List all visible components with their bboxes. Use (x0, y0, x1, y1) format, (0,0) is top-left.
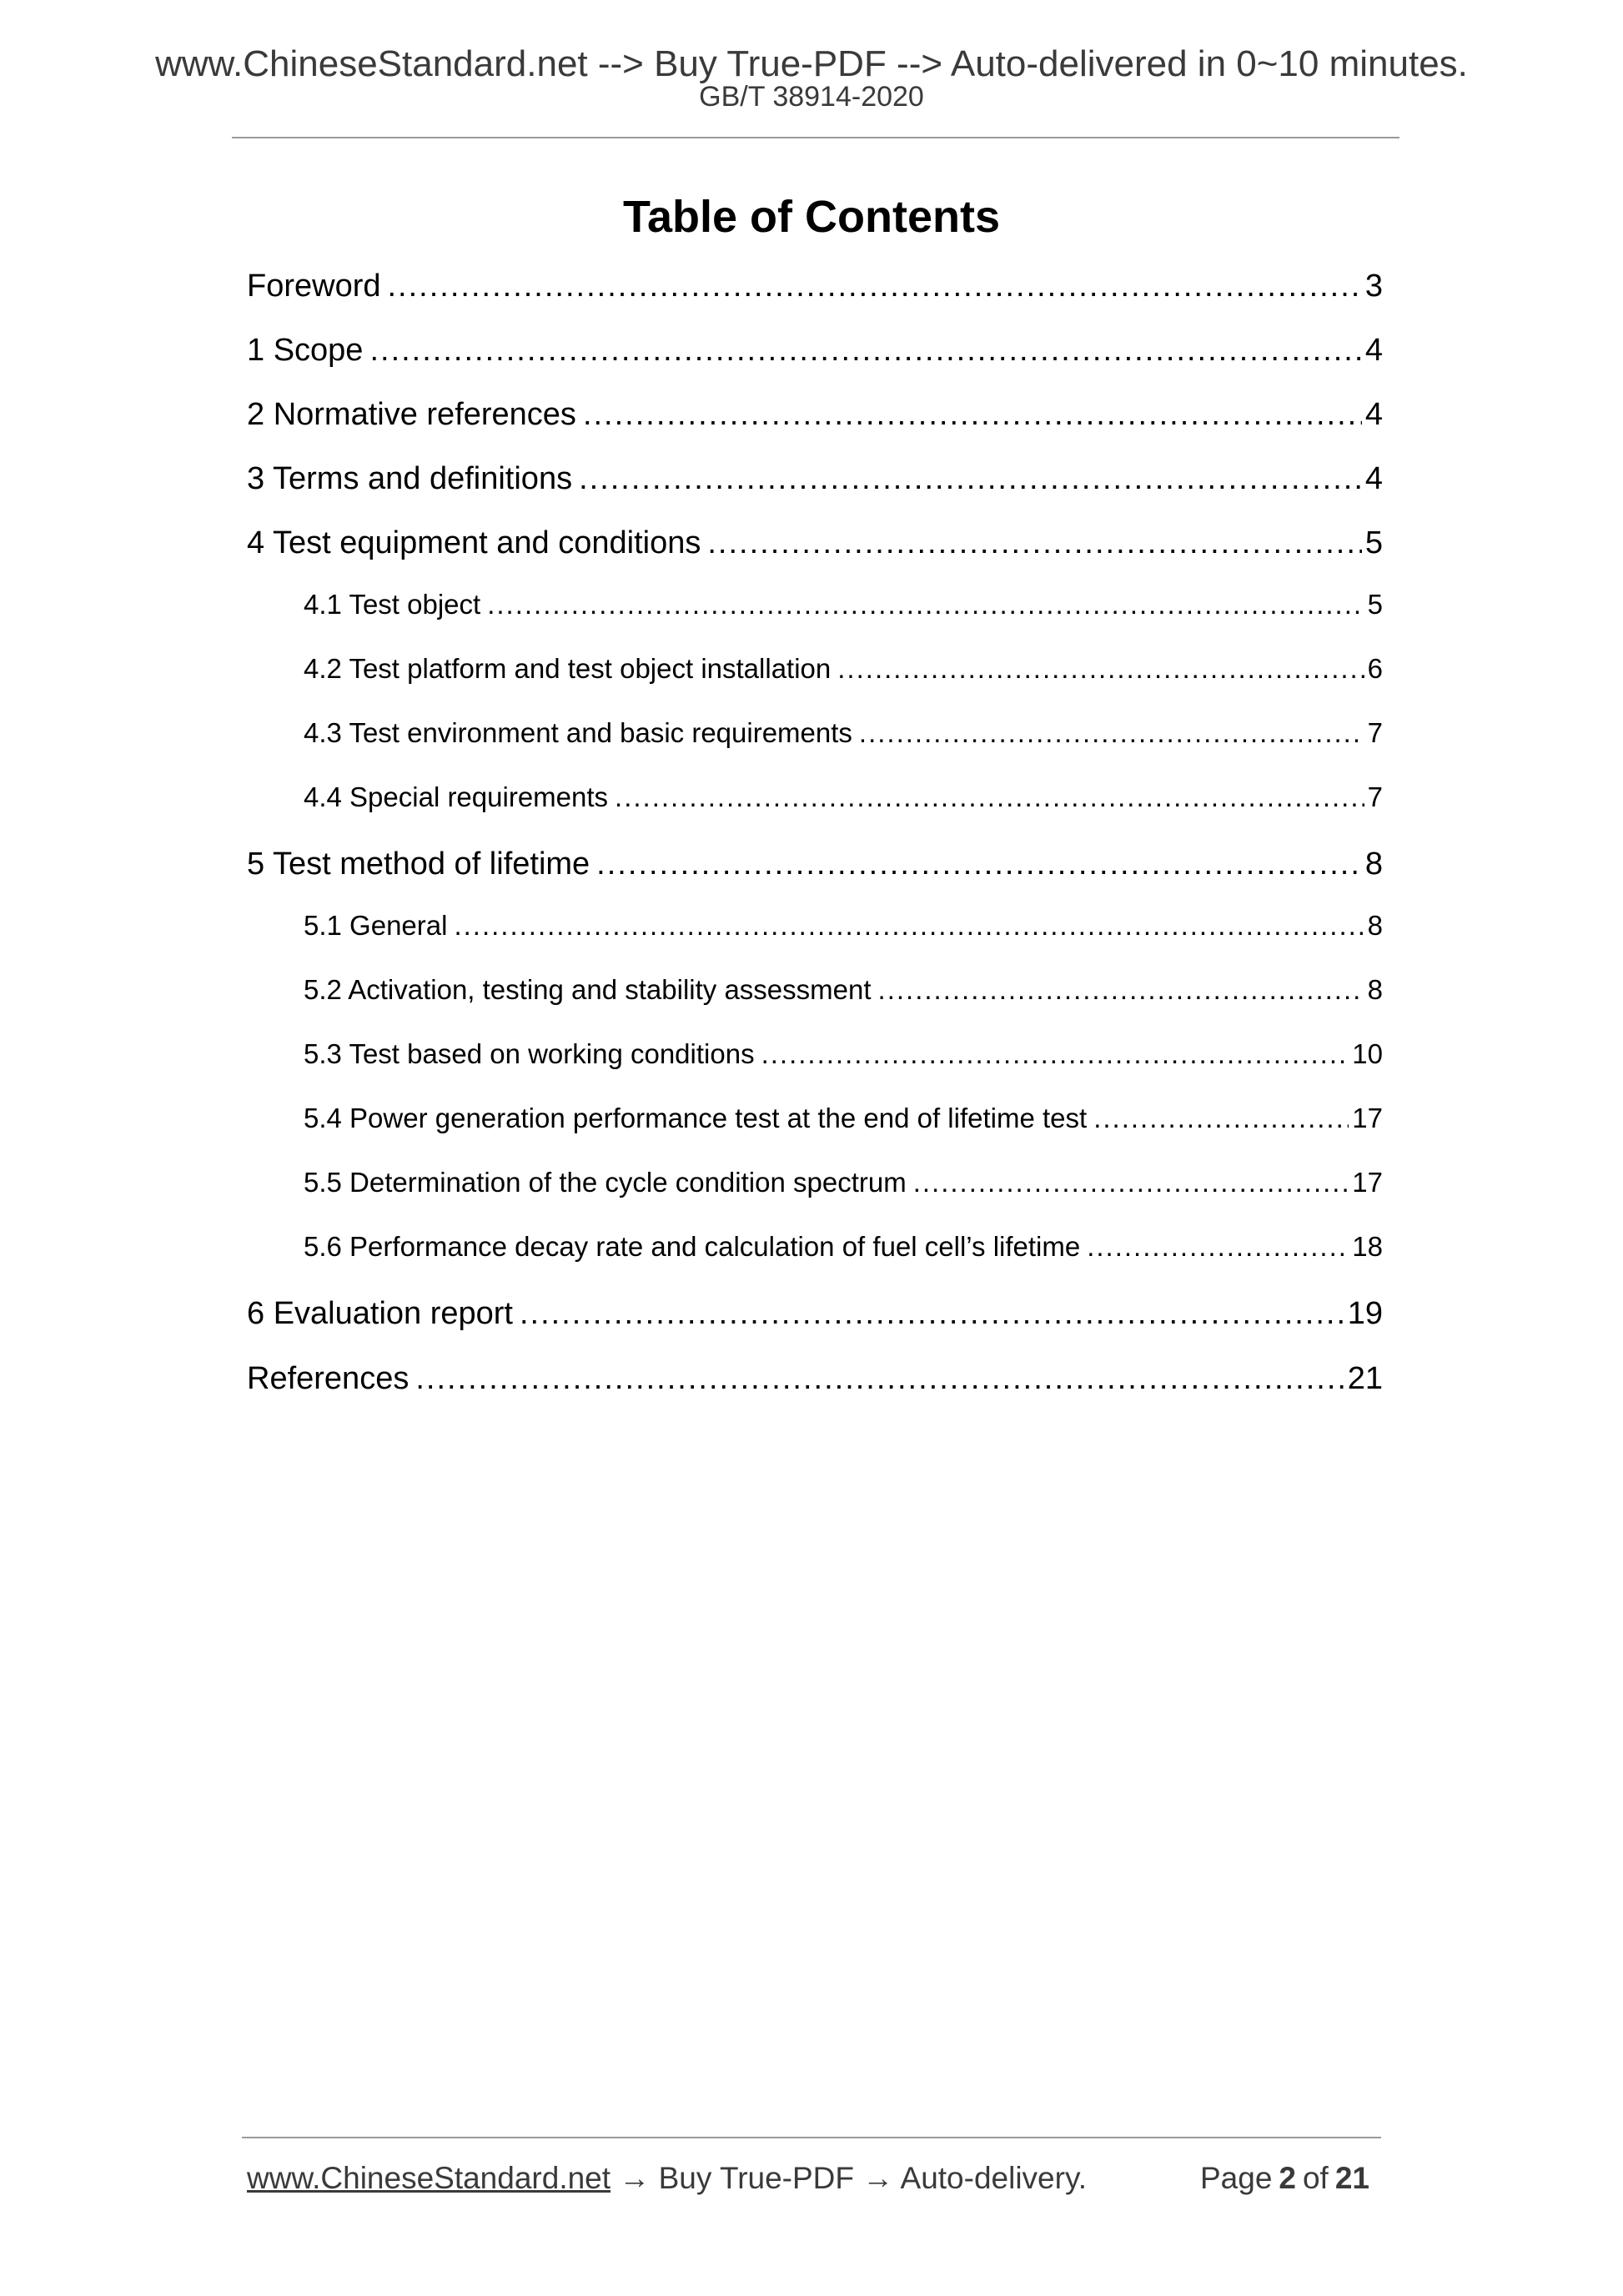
toc-leader-dots (369, 329, 1361, 371)
toc-entry[interactable] (247, 265, 1383, 307)
toc-leader-dots (859, 715, 1364, 751)
toc-leader-dots (913, 1164, 1349, 1201)
toc-entry-label: 5 Test method of lifetime (247, 847, 590, 882)
toc-leader-dots (1093, 1100, 1349, 1137)
toc-entry-label: 4 Test equipment and conditions (247, 525, 701, 560)
toc-entry[interactable] (304, 779, 1383, 816)
toc-entry-page: 8 (1367, 974, 1383, 1005)
toc-entry-label: 5.4 Power generation performance test at the end of lifetime test (304, 1103, 1088, 1133)
toc-entry[interactable] (247, 1358, 1383, 1399)
toc-entry[interactable] (304, 1036, 1383, 1073)
document-code: GB/T 38914-2020 (699, 81, 924, 113)
toc-entry[interactable] (247, 1293, 1383, 1334)
toc-leader-dots (878, 972, 1364, 1008)
toc-entry-label: 3 Terms and definitions (247, 461, 573, 496)
toc-entry-page: 10 (1352, 1038, 1383, 1069)
toc-entry-label: 5.5 Determination of the cycle condition spectrum (304, 1167, 907, 1198)
toc-entry-page: 17 (1352, 1103, 1383, 1133)
toc-entry-page: 6 (1367, 653, 1383, 684)
toc-leader-dots (520, 1293, 1344, 1334)
page-number (1200, 2158, 1376, 2198)
toc-entry[interactable] (304, 1164, 1383, 1201)
toc-entry[interactable] (247, 329, 1383, 371)
toc-entry-label: 5.3 Test based on working conditions (304, 1038, 755, 1069)
toc-leader-dots (583, 394, 1362, 435)
toc-entry[interactable] (247, 843, 1383, 885)
toc-leader-dots (615, 779, 1364, 816)
toc-entry[interactable] (304, 972, 1383, 1008)
toc-entry-label: 4.4 Special requirements (304, 781, 609, 812)
toc-entry-label: 5.2 Activation, testing and stability assessment (304, 974, 872, 1005)
toc-entry-label: 2 Normative references (247, 397, 576, 432)
toc-leader-dots (707, 522, 1362, 564)
toc-entry-label: 4.1 Test object (304, 589, 481, 620)
toc-entry-page: 3 (1364, 269, 1383, 304)
toc-entry-page: 5 (1364, 525, 1383, 560)
top-banner: www.ChineseStandard.net --> Buy True-PDF --> Auto-delivered in 0~10 minutes. (155, 43, 1468, 84)
page-word: Page (1199, 2161, 1273, 2195)
header-divider (232, 137, 1399, 138)
footer-divider (242, 2137, 1381, 2138)
toc-entry-label: Foreword (247, 269, 381, 304)
toc-entry[interactable] (304, 1100, 1383, 1137)
toc-entry[interactable] (304, 907, 1383, 944)
toc-leader-dots (579, 458, 1362, 500)
toc-entry-label: 1 Scope (247, 333, 364, 368)
toc-entry-page: 17 (1352, 1167, 1383, 1198)
toc-entry-page: 21 (1347, 1361, 1383, 1396)
toc-entry-label: 4.2 Test platform and test object installation (304, 653, 832, 684)
page-total: 21 (1334, 2161, 1369, 2195)
toc-entry[interactable] (247, 394, 1383, 435)
page-current: 2 (1279, 2161, 1296, 2195)
of-word: of (1302, 2161, 1329, 2195)
toc-entry-label: References (247, 1361, 410, 1396)
toc-entry-label: 6 Evaluation report (247, 1296, 513, 1331)
toc-entry[interactable] (304, 651, 1383, 687)
toc-entry-page: 4 (1364, 333, 1383, 368)
toc-entry-page: 8 (1364, 847, 1383, 882)
toc-leader-dots (415, 1358, 1344, 1399)
toc-entry-page: 18 (1352, 1231, 1383, 1262)
toc-title: Table of Contents (623, 192, 1000, 242)
toc-entry[interactable] (304, 586, 1383, 623)
toc-entry[interactable] (304, 1228, 1383, 1265)
toc-entry-page: 19 (1347, 1296, 1383, 1331)
toc-entry-label: 4.3 Test environment and basic requirements (304, 717, 852, 748)
toc-entry[interactable] (247, 522, 1383, 564)
toc-entry-page: 7 (1367, 781, 1383, 812)
toc-entry-page: 4 (1364, 397, 1383, 432)
page-footer (247, 2158, 1381, 2200)
toc-leader-dots (388, 265, 1362, 307)
toc-leader-dots (596, 843, 1362, 885)
toc-leader-dots (761, 1036, 1349, 1073)
toc-entry[interactable] (247, 458, 1383, 500)
toc-entry-label: 5.6 Performance decay rate and calculation of fuel cell’s lifetime (304, 1231, 1081, 1262)
toc-entry-page: 5 (1367, 589, 1383, 620)
footer-website-link[interactable]: www.ChineseStandard.net (247, 2161, 611, 2195)
toc-leader-dots (454, 907, 1364, 944)
toc-entry-label: 5.1 General (304, 910, 448, 941)
toc-entry-page: 4 (1364, 461, 1383, 496)
toc-leader-dots (1087, 1228, 1349, 1265)
footer-left (247, 2158, 1087, 2198)
toc-entry-page: 7 (1367, 717, 1383, 748)
toc-leader-dots (487, 586, 1364, 623)
toc-entry-page: 8 (1367, 910, 1383, 941)
toc-leader-dots (837, 651, 1364, 687)
toc-entry[interactable] (304, 715, 1383, 751)
footer-tagline: → Buy True-PDF → Auto-delivery. (611, 2161, 1087, 2195)
